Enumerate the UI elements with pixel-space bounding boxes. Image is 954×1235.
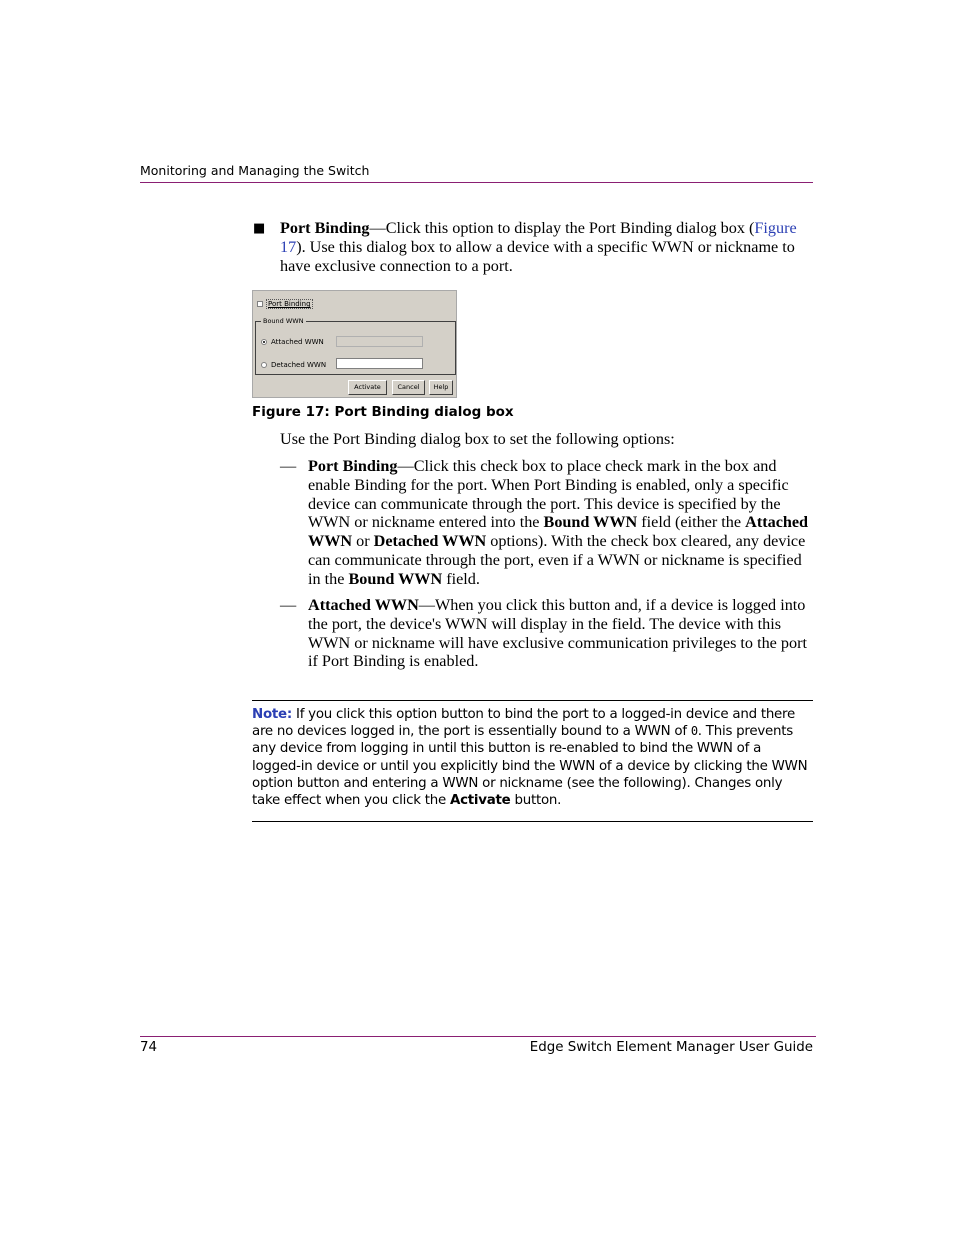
attached-wwn-field (336, 336, 423, 347)
option-text: field. (442, 569, 480, 588)
option-bold: Attached WWN (308, 513, 809, 551)
bullet-text-before: —Click this option to display the Port Binding dialog box ( (369, 219, 755, 237)
note-text: If you click this option button to bind the port to a logged-in device and there are no devices logged in, the port is essentially bound to a WWN of (252, 707, 795, 740)
activate-button: Activate (348, 380, 387, 395)
detached-wwn-field (336, 358, 423, 369)
option-attached-wwn (308, 596, 814, 671)
option-dash: — (280, 457, 297, 475)
port-binding-checkbox-row (257, 299, 313, 309)
note-bottom-rule (252, 821, 813, 822)
port-binding-checkbox (257, 301, 263, 307)
help-button: Help (429, 380, 453, 395)
port-binding-checkbox-label: Port Binding (268, 300, 311, 308)
bullet-marker: ■ (253, 221, 266, 236)
option-bold: Detached WWN (373, 532, 487, 551)
option-term: Port Binding (308, 457, 398, 475)
option-text: —Click this check box to place check mark in the box and enable Binding for the port. When Port Binding is enabled, only a specific device can communicate through the port. This device is specified by the WWN or nickname entered into the (308, 457, 789, 532)
note-text: . This prevents any device from logging in until this button is re-enabled to bind the WWN of a logged-in device or until you explicitly bind the WWN of a device by clicking the WWN option button and entering a WWN or nickname (see the following). Changes only take effect when you click the (252, 724, 808, 809)
detached-wwn-radio-row (261, 361, 326, 369)
attached-wwn-label: Attached WWN (271, 338, 324, 346)
running-header: Monitoring and Managing the Switch (140, 163, 813, 183)
option-term: Attached WWN (308, 596, 419, 614)
port-binding-dialog-image (252, 290, 457, 398)
bullet-term: Port Binding (280, 219, 370, 237)
note-label: Note: (252, 707, 292, 722)
option-text: field (either the (637, 513, 746, 532)
attached-wwn-radio (261, 339, 267, 345)
detached-wwn-radio (261, 362, 267, 368)
option-dash: — (280, 596, 297, 614)
intro-paragraph: Use the Port Binding dialog box to set the following options: (280, 430, 675, 448)
option-bold: Bound WWN (348, 569, 443, 588)
bound-wwn-group (255, 317, 456, 375)
option-text: options). With the check box cleared, any device can communicate through the port, even if a WWN or nickname is specified in the (308, 532, 806, 588)
option-bold: Bound WWN (543, 513, 638, 532)
note-text: button. (510, 793, 562, 809)
bullet-text-after: ). Use this dialog box to allow a device with a specific WWN or nickname to have exclusive connection to a port. (280, 237, 795, 275)
note-top-rule (252, 700, 813, 701)
bound-wwn-group-title: Bound WWN (263, 317, 304, 325)
detached-wwn-label: Detached WWN (271, 361, 327, 369)
cancel-button: Cancel (392, 380, 425, 395)
guide-title: Edge Switch Element Manager User Guide (529, 1040, 813, 1055)
figure-link[interactable]: Figure 17 (280, 219, 797, 256)
note-box (252, 706, 813, 809)
bullet-paragraph (280, 219, 814, 275)
option-text: or (352, 532, 374, 551)
figure-caption: Figure 17: Port Binding dialog box (252, 404, 514, 420)
page-number: 74 (140, 1040, 158, 1055)
option-port-binding (308, 457, 814, 589)
footer-rule (140, 1036, 816, 1037)
attached-wwn-radio-row (261, 338, 324, 346)
option-text: —When you click this button and, if a device is logged into the port, the device's WWN will display in the field. The device with this WWN or nickname will have exclusive communication privileges to the port if Port Binding is enabled. (308, 596, 807, 671)
note-bold: Activate (449, 793, 511, 809)
note-code: 0 (690, 724, 698, 739)
